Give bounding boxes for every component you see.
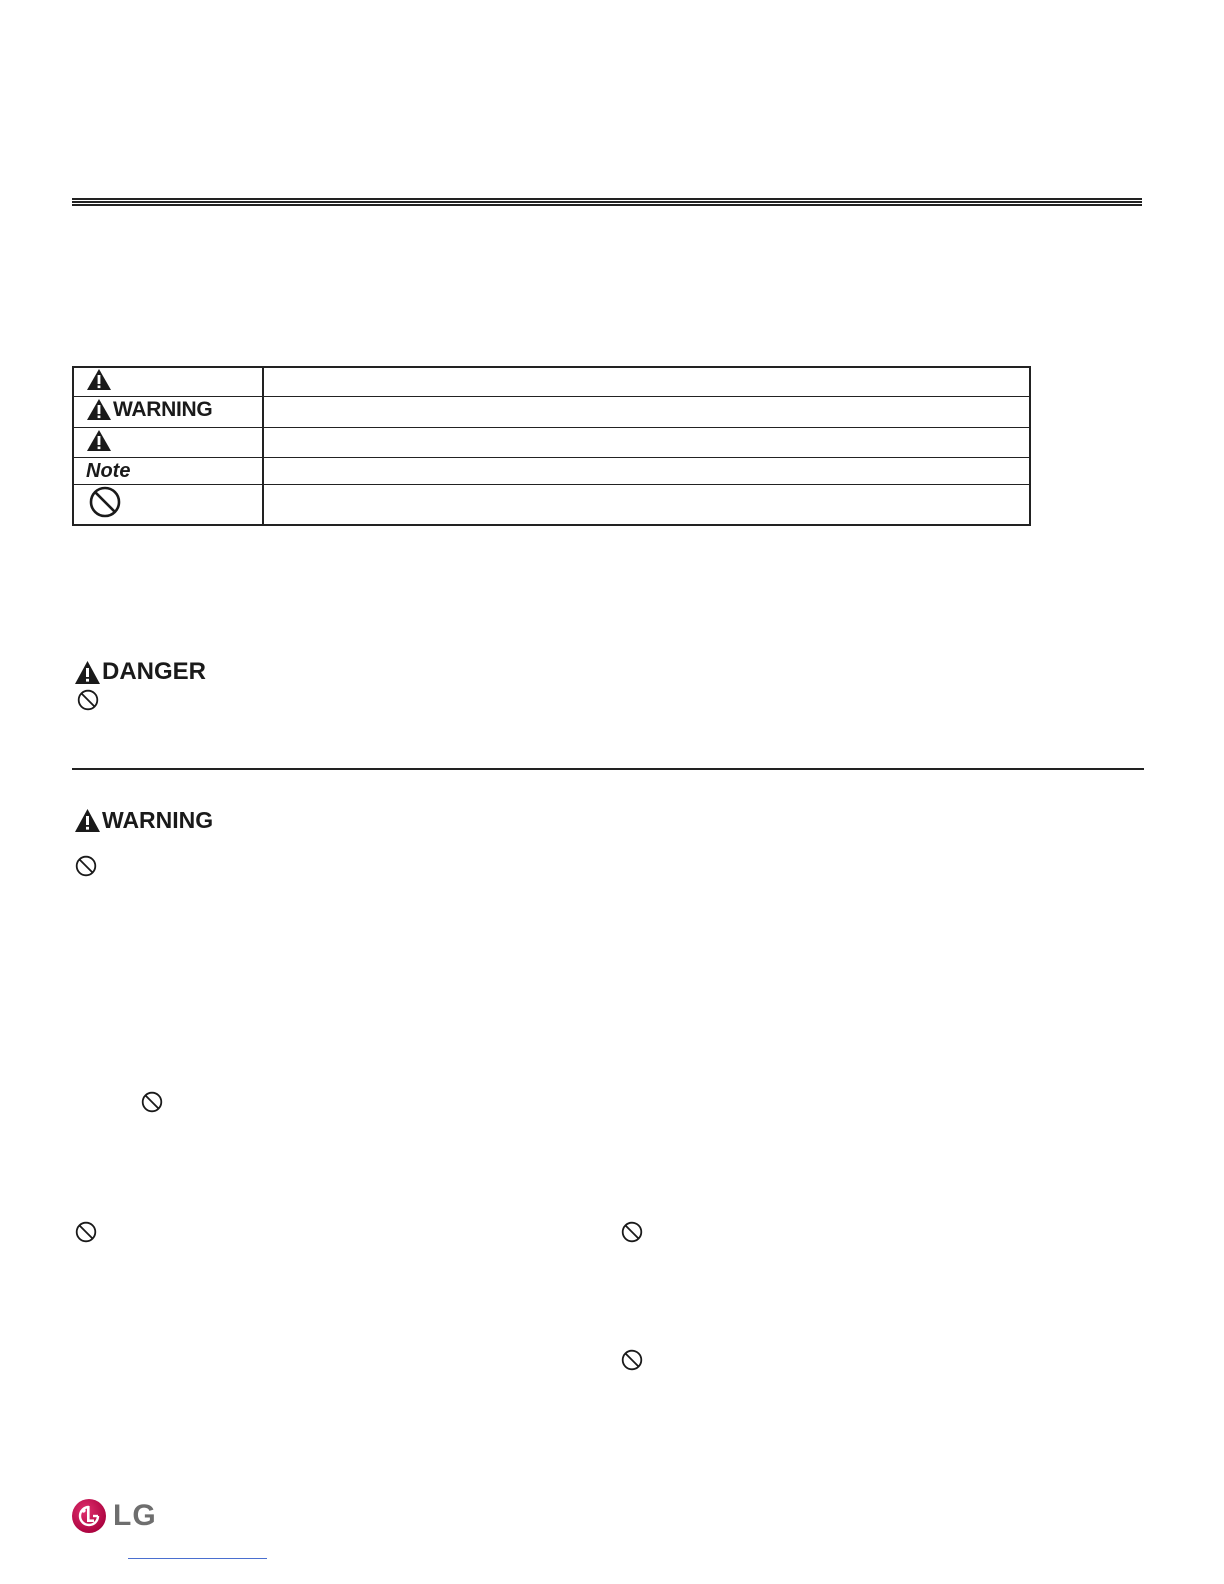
note-label: Note: [86, 459, 131, 482]
description-cell: [263, 485, 1030, 525]
prohibited-icon: [75, 1221, 97, 1243]
warning-triangle-icon: [86, 429, 112, 452]
prohibited-icon: [75, 855, 97, 877]
lg-face-icon: [71, 1498, 107, 1534]
section-divider: [72, 768, 1144, 770]
symbol-cell: [73, 458, 263, 485]
prohibited-icon: [621, 1349, 643, 1371]
prohibited-icon: [77, 689, 99, 711]
logo-text: LG: [113, 1499, 157, 1532]
warning-triangle-icon: [86, 368, 112, 391]
table-row: [73, 367, 1030, 397]
description-cell: [263, 428, 1030, 458]
description-cell: [263, 397, 1030, 428]
symbol-cell: [73, 397, 263, 428]
warning-triangle-icon: [74, 660, 101, 685]
lg-logo: [71, 1498, 157, 1534]
warning-triangle-icon: [74, 808, 101, 833]
symbol-cell: [73, 367, 263, 397]
description-cell: [263, 367, 1030, 397]
table-row: [73, 458, 1030, 485]
prohibited-icon: [141, 1091, 163, 1113]
warning-heading-text: WARNING: [102, 807, 214, 833]
footer-link-underline[interactable]: [128, 1558, 267, 1559]
danger-heading-text: DANGER: [102, 658, 207, 685]
danger-heading: [74, 658, 206, 686]
safety-symbols-table: [72, 366, 1031, 526]
header-triple-rule: [72, 198, 1142, 206]
warning-heading: [74, 807, 213, 834]
table-row: [73, 428, 1030, 458]
symbol-cell: [73, 428, 263, 458]
symbol-cell: [73, 485, 263, 525]
warning-triangle-icon: [86, 398, 112, 421]
table-row: [73, 397, 1030, 428]
prohibited-icon: [621, 1221, 643, 1243]
symbol-label: WARNING: [113, 397, 213, 421]
prohibited-icon: [89, 486, 121, 518]
description-cell: [263, 458, 1030, 485]
table-row: [73, 485, 1030, 525]
